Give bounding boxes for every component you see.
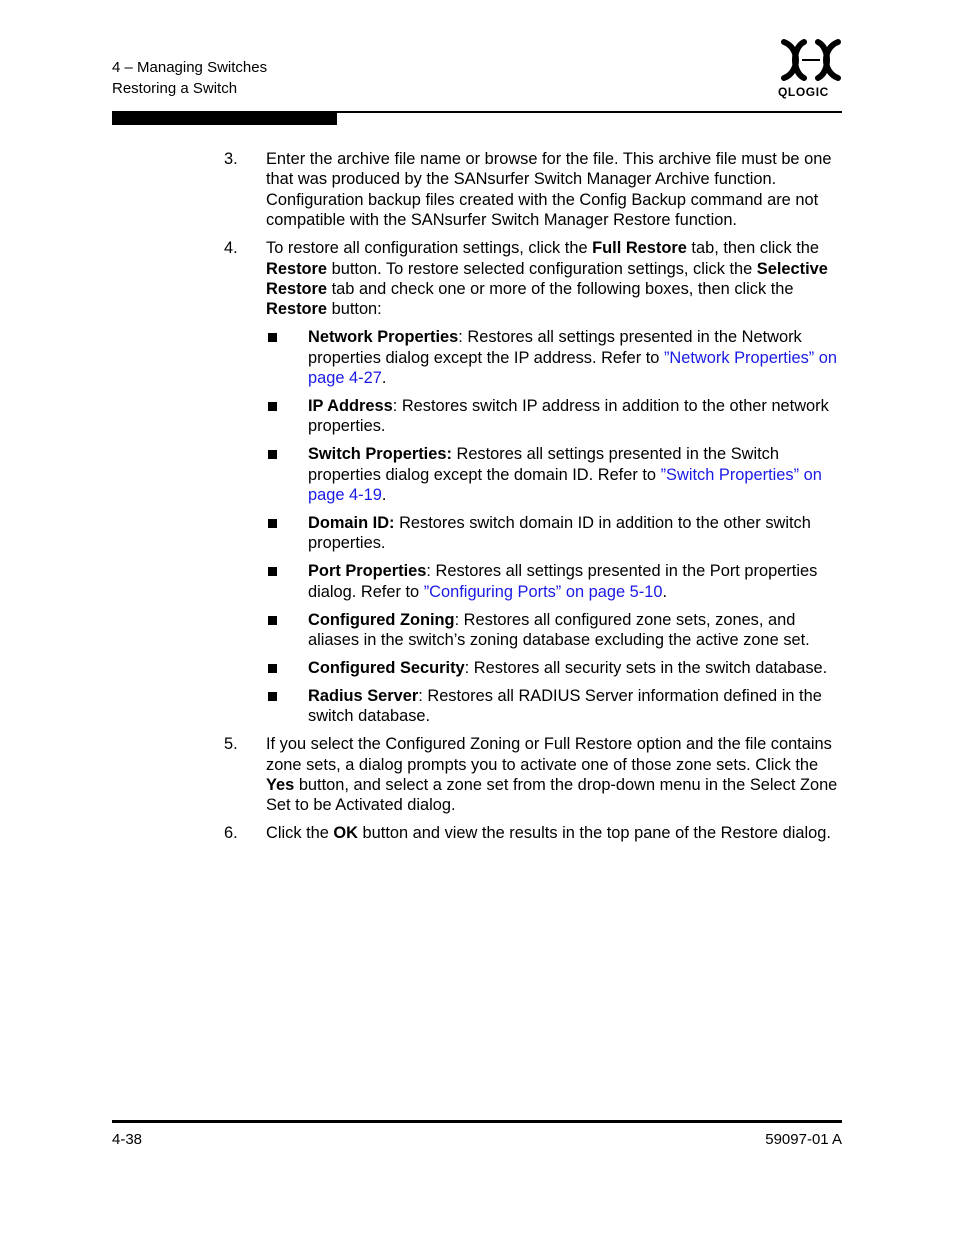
chapter-title: 4 – Managing Switches [112,59,268,76]
bullet-square-icon [268,450,277,459]
step-number: 3. [224,150,238,168]
list-item [266,396,842,437]
step-number: 5. [224,735,238,754]
bullet-square-icon [268,402,277,411]
step-text: button and view the results in the top pane of the Restore dialog. [358,824,831,843]
restore-options-list [266,327,842,726]
bullet-square-icon [268,616,277,625]
main-content [224,149,842,851]
yes-term: Yes [266,775,295,794]
option-text: Restores all settings presented in the Switch properties dialog except the domain ID. Refer to [308,445,779,484]
step-text: If you select the Configured Zoning or Full Restore option and the file contains zone sets, a dialog prompts you to activate one of those zone sets. Click the [266,735,832,774]
step-5 [224,734,842,816]
option-text: : Restores all RADIUS Server information defined in the switch database. [308,686,822,726]
ok-term: OK [333,824,358,843]
option-tail: . [381,369,387,388]
section-title: Restoring a Switch [112,80,238,97]
xref-configuring-ports-link[interactable]: ”Configuring Ports” on page 5-10 [423,582,663,601]
qlogic-logo [778,38,844,102]
step-text: button. To restore selected configuration settings, click the [327,259,757,278]
page-number: 4-38 [112,1131,143,1148]
step-text: Click the [266,824,334,843]
step-text: button, and select a zone set from the drop-down menu in the Select Zone Set to be Activated dialog. [266,775,838,815]
qlogic-logo-mark-icon [778,38,844,82]
document-number: 59097-01 A [765,1131,842,1148]
option-name: Configured Security [308,658,465,677]
step-text: tab and check one or more of the following boxes, then click the [327,279,794,298]
option-text: : Restores all settings presented in the Port properties dialog. Refer to [308,562,818,601]
option-name: Configured Zoning [308,610,455,629]
xref-switch-properties-link[interactable]: ”Switch Properties” on page 4-19 [308,465,822,505]
option-tail: . [662,582,667,601]
list-item [266,686,842,727]
bullet-square-icon [268,567,277,576]
step-text: To restore all configuration settings, click the [266,239,593,258]
step-4 [224,238,842,727]
step-text: button: [327,300,382,319]
xref-network-properties-link[interactable]: ”Network Properties” on page 4-27 [308,348,838,388]
restore-term: Restore [266,300,328,319]
option-text: Restores switch domain ID in addition to the other switch properties. [308,514,811,553]
list-item [266,444,842,505]
list-item [266,610,842,651]
list-item [266,327,842,388]
header-rule-tab [112,111,337,125]
option-name: Port Properties [308,562,427,581]
option-name: Radius Server [308,686,419,705]
step-3 [224,149,842,231]
option-text: : Restores switch IP address in addition to the other network properties. [308,396,829,436]
option-text: : Restores all settings presented in the Network properties dialog except the IP address. Refer to [308,328,802,367]
step-6 [224,823,842,843]
selective-restore-term: Selective Restore [266,259,828,298]
step-number: 6. [224,824,238,843]
option-text: : Restores all security sets in the switch database. [464,658,828,677]
list-item [266,658,842,678]
option-name: Domain ID: [308,514,395,532]
bullet-square-icon [268,333,277,342]
list-item [266,561,842,602]
option-name: IP Address [308,396,393,415]
option-tail: . [381,486,387,505]
full-restore-term: Full Restore [592,239,687,258]
running-header [112,57,267,99]
bullet-square-icon [268,692,277,701]
logo-wordmark: QLOGIC [778,85,829,99]
option-name: Network Properties [308,328,459,347]
bullet-square-icon [268,519,277,528]
restore-term: Restore [266,259,328,278]
footer-rule [112,1120,842,1123]
option-name: Switch Properties: [308,445,452,464]
step-number: 4. [224,239,238,258]
option-text: : Restores all configured zone sets, zones, and aliases in the switch’s zoning database excluding the active zone set. [308,610,810,650]
list-item [266,513,842,554]
bullet-square-icon [268,664,277,673]
step-text: tab, then click the [686,239,819,258]
step-text: Enter the archive file name or browse for the file. This archive file must be one that was produced by the SANsurfer Switch Manager Archive function. Configuration backup files created with the Config Backup command are not compatible with the SANsurfer Switch Manager Restore function. [266,150,832,230]
